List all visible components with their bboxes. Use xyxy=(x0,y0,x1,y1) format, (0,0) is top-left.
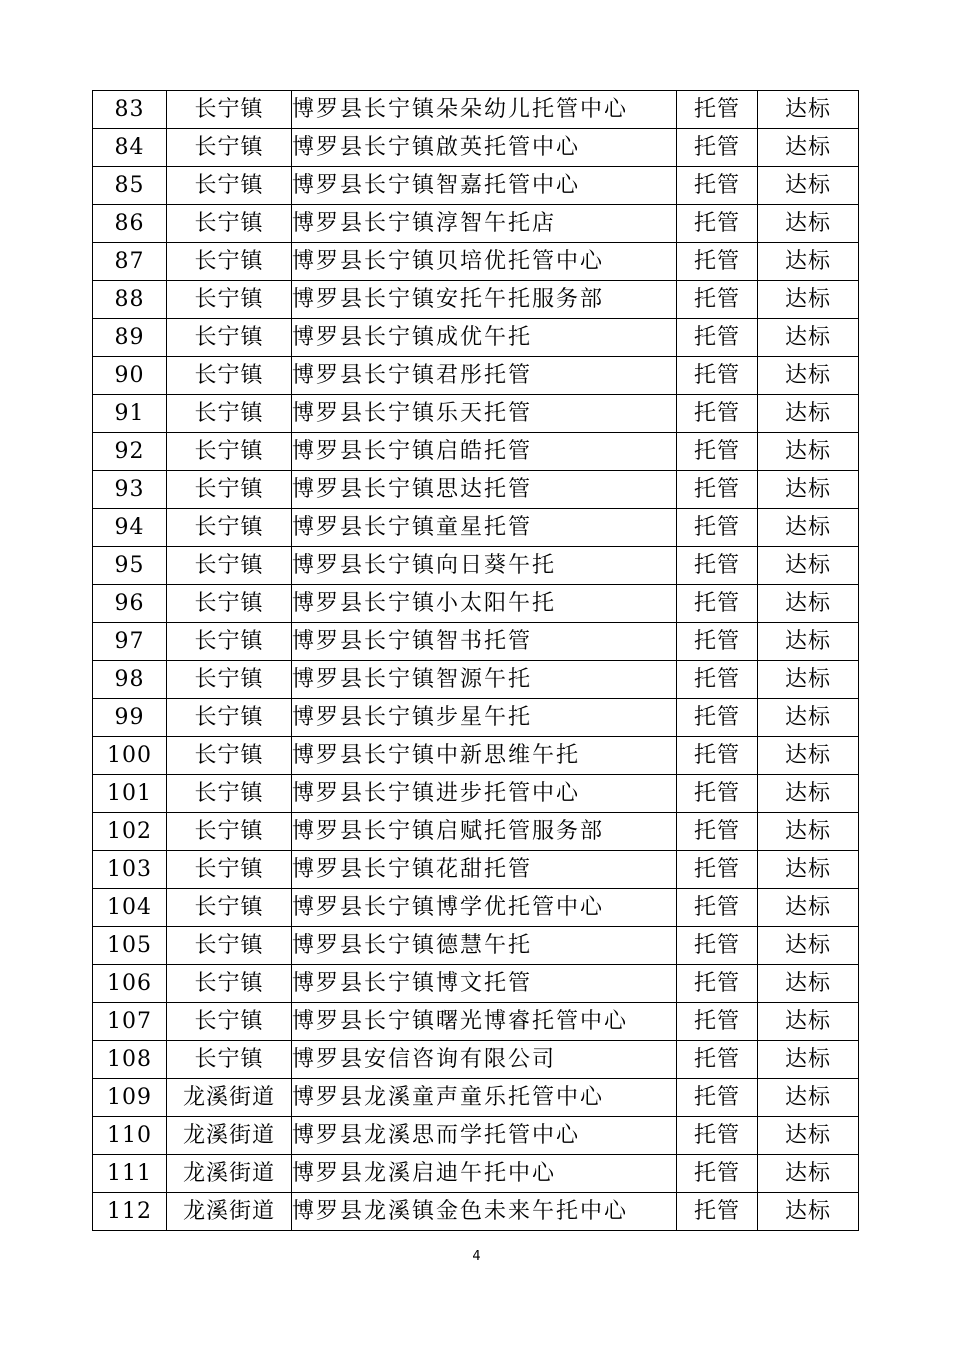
institution-name-cell: 博罗县长宁镇小太阳午托 xyxy=(292,585,677,623)
town-cell: 长宁镇 xyxy=(167,357,292,395)
row-number: 105 xyxy=(93,927,167,965)
type-cell: 托管 xyxy=(677,319,758,357)
table-row xyxy=(93,737,859,775)
status-cell: 达标 xyxy=(758,1117,859,1155)
type-cell: 托管 xyxy=(677,1079,758,1117)
table-row xyxy=(93,1079,859,1117)
type-cell: 托管 xyxy=(677,395,758,433)
institution-name-cell: 博罗县长宁镇博学优托管中心 xyxy=(292,889,677,927)
institution-name-cell: 博罗县长宁镇安托午托服务部 xyxy=(292,281,677,319)
status-cell: 达标 xyxy=(758,205,859,243)
town-cell: 长宁镇 xyxy=(167,623,292,661)
institution-name-cell: 博罗县长宁镇智嘉托管中心 xyxy=(292,167,677,205)
status-cell: 达标 xyxy=(758,737,859,775)
status-cell: 达标 xyxy=(758,129,859,167)
status-cell: 达标 xyxy=(758,1079,859,1117)
table-row xyxy=(93,319,859,357)
type-cell: 托管 xyxy=(677,205,758,243)
status-cell: 达标 xyxy=(758,851,859,889)
institution-name-cell: 博罗县长宁镇智源午托 xyxy=(292,661,677,699)
type-cell: 托管 xyxy=(677,243,758,281)
type-cell: 托管 xyxy=(677,585,758,623)
institution-name-cell: 博罗县龙溪启迪午托中心 xyxy=(292,1155,677,1193)
table-row xyxy=(93,585,859,623)
institution-name-cell: 博罗县长宁镇童星托管 xyxy=(292,509,677,547)
status-cell: 达标 xyxy=(758,471,859,509)
status-cell: 达标 xyxy=(758,1155,859,1193)
type-cell: 托管 xyxy=(677,91,758,129)
table-row xyxy=(93,775,859,813)
table-row xyxy=(93,129,859,167)
institution-name-cell: 博罗县长宁镇步星午托 xyxy=(292,699,677,737)
status-cell: 达标 xyxy=(758,243,859,281)
table-row xyxy=(93,1041,859,1079)
row-number: 96 xyxy=(93,585,167,623)
town-cell: 长宁镇 xyxy=(167,889,292,927)
table-row xyxy=(93,623,859,661)
type-cell: 托管 xyxy=(677,509,758,547)
row-number: 112 xyxy=(93,1193,167,1231)
table-row xyxy=(93,965,859,1003)
table-row xyxy=(93,1003,859,1041)
institution-name-cell: 博罗县长宁镇德慧午托 xyxy=(292,927,677,965)
status-cell: 达标 xyxy=(758,585,859,623)
page-number: 4 xyxy=(472,1249,481,1264)
town-cell: 长宁镇 xyxy=(167,205,292,243)
row-number: 93 xyxy=(93,471,167,509)
row-number: 87 xyxy=(93,243,167,281)
row-number: 104 xyxy=(93,889,167,927)
institution-name-cell: 博罗县长宁镇博文托管 xyxy=(292,965,677,1003)
status-cell: 达标 xyxy=(758,395,859,433)
row-number: 90 xyxy=(93,357,167,395)
table-row xyxy=(93,889,859,927)
town-cell: 长宁镇 xyxy=(167,1041,292,1079)
row-number: 97 xyxy=(93,623,167,661)
table-row xyxy=(93,395,859,433)
status-cell: 达标 xyxy=(758,281,859,319)
town-cell: 长宁镇 xyxy=(167,661,292,699)
town-cell: 长宁镇 xyxy=(167,281,292,319)
row-number: 98 xyxy=(93,661,167,699)
table-row xyxy=(93,205,859,243)
table-row xyxy=(93,1193,859,1231)
institution-name-cell: 博罗县长宁镇向日葵午托 xyxy=(292,547,677,585)
row-number: 85 xyxy=(93,167,167,205)
status-cell: 达标 xyxy=(758,433,859,471)
type-cell: 托管 xyxy=(677,623,758,661)
type-cell: 托管 xyxy=(677,129,758,167)
institution-name-cell: 博罗县龙溪镇金色未来午托中心 xyxy=(292,1193,677,1231)
town-cell: 长宁镇 xyxy=(167,775,292,813)
town-cell: 长宁镇 xyxy=(167,927,292,965)
table-row xyxy=(93,1155,859,1193)
type-cell: 托管 xyxy=(677,433,758,471)
status-cell: 达标 xyxy=(758,813,859,851)
institution-name-cell: 博罗县长宁镇君彤托管 xyxy=(292,357,677,395)
type-cell: 托管 xyxy=(677,737,758,775)
institution-name-cell: 博罗县长宁镇中新思维午托 xyxy=(292,737,677,775)
table-row xyxy=(93,281,859,319)
table-row xyxy=(93,167,859,205)
town-cell: 长宁镇 xyxy=(167,509,292,547)
town-cell: 长宁镇 xyxy=(167,91,292,129)
town-cell: 长宁镇 xyxy=(167,129,292,167)
row-number: 106 xyxy=(93,965,167,1003)
table-row xyxy=(93,433,859,471)
type-cell: 托管 xyxy=(677,927,758,965)
row-number: 102 xyxy=(93,813,167,851)
status-cell: 达标 xyxy=(758,357,859,395)
town-cell: 长宁镇 xyxy=(167,319,292,357)
institution-name-cell: 博罗县长宁镇花甜托管 xyxy=(292,851,677,889)
row-number: 100 xyxy=(93,737,167,775)
institution-name-cell: 博罗县长宁镇朵朵幼儿托管中心 xyxy=(292,91,677,129)
status-cell: 达标 xyxy=(758,547,859,585)
table-row xyxy=(93,91,859,129)
type-cell: 托管 xyxy=(677,1193,758,1231)
town-cell: 龙溪街道 xyxy=(167,1193,292,1231)
status-cell: 达标 xyxy=(758,1193,859,1231)
status-cell: 达标 xyxy=(758,623,859,661)
type-cell: 托管 xyxy=(677,547,758,585)
institution-name-cell: 博罗县长宁镇贝培优托管中心 xyxy=(292,243,677,281)
row-number: 91 xyxy=(93,395,167,433)
type-cell: 托管 xyxy=(677,1003,758,1041)
type-cell: 托管 xyxy=(677,775,758,813)
town-cell: 长宁镇 xyxy=(167,395,292,433)
type-cell: 托管 xyxy=(677,1041,758,1079)
row-number: 101 xyxy=(93,775,167,813)
status-cell: 达标 xyxy=(758,965,859,1003)
type-cell: 托管 xyxy=(677,661,758,699)
type-cell: 托管 xyxy=(677,813,758,851)
status-cell: 达标 xyxy=(758,661,859,699)
town-cell: 长宁镇 xyxy=(167,1003,292,1041)
row-number: 86 xyxy=(93,205,167,243)
institution-name-cell: 博罗县龙溪思而学托管中心 xyxy=(292,1117,677,1155)
institution-name-cell: 博罗县长宁镇思达托管 xyxy=(292,471,677,509)
status-cell: 达标 xyxy=(758,91,859,129)
institution-name-cell: 博罗县长宁镇智书托管 xyxy=(292,623,677,661)
status-cell: 达标 xyxy=(758,775,859,813)
table-row xyxy=(93,661,859,699)
institution-name-cell: 博罗县长宁镇淳智午托店 xyxy=(292,205,677,243)
status-cell: 达标 xyxy=(758,167,859,205)
status-cell: 达标 xyxy=(758,699,859,737)
table-row xyxy=(93,547,859,585)
status-cell: 达标 xyxy=(758,927,859,965)
institution-name-cell: 博罗县长宁镇启皓托管 xyxy=(292,433,677,471)
institution-name-cell: 博罗县龙溪童声童乐托管中心 xyxy=(292,1079,677,1117)
row-number: 84 xyxy=(93,129,167,167)
childcare-list-table xyxy=(92,90,859,1231)
row-number: 111 xyxy=(93,1155,167,1193)
institution-name-cell: 博罗县长宁镇啟英托管中心 xyxy=(292,129,677,167)
town-cell: 长宁镇 xyxy=(167,547,292,585)
status-cell: 达标 xyxy=(758,319,859,357)
type-cell: 托管 xyxy=(677,1117,758,1155)
row-number: 109 xyxy=(93,1079,167,1117)
row-number: 83 xyxy=(93,91,167,129)
type-cell: 托管 xyxy=(677,699,758,737)
row-number: 107 xyxy=(93,1003,167,1041)
town-cell: 长宁镇 xyxy=(167,243,292,281)
type-cell: 托管 xyxy=(677,889,758,927)
table-row xyxy=(93,471,859,509)
table-row xyxy=(93,927,859,965)
institution-name-cell: 博罗县长宁镇曙光博睿托管中心 xyxy=(292,1003,677,1041)
town-cell: 龙溪街道 xyxy=(167,1117,292,1155)
row-number: 89 xyxy=(93,319,167,357)
town-cell: 长宁镇 xyxy=(167,737,292,775)
type-cell: 托管 xyxy=(677,471,758,509)
institution-name-cell: 博罗县安信咨询有限公司 xyxy=(292,1041,677,1079)
type-cell: 托管 xyxy=(677,281,758,319)
status-cell: 达标 xyxy=(758,509,859,547)
row-number: 92 xyxy=(93,433,167,471)
table-row xyxy=(93,357,859,395)
table-body xyxy=(93,91,859,1231)
status-cell: 达标 xyxy=(758,1041,859,1079)
town-cell: 长宁镇 xyxy=(167,167,292,205)
town-cell: 长宁镇 xyxy=(167,471,292,509)
row-number: 99 xyxy=(93,699,167,737)
row-number: 108 xyxy=(93,1041,167,1079)
institution-name-cell: 博罗县长宁镇乐天托管 xyxy=(292,395,677,433)
table-row xyxy=(93,851,859,889)
town-cell: 长宁镇 xyxy=(167,699,292,737)
institution-name-cell: 博罗县长宁镇进步托管中心 xyxy=(292,775,677,813)
town-cell: 龙溪街道 xyxy=(167,1155,292,1193)
type-cell: 托管 xyxy=(677,357,758,395)
table-row xyxy=(93,1117,859,1155)
table-row xyxy=(93,509,859,547)
town-cell: 长宁镇 xyxy=(167,433,292,471)
type-cell: 托管 xyxy=(677,167,758,205)
type-cell: 托管 xyxy=(677,965,758,1003)
status-cell: 达标 xyxy=(758,889,859,927)
row-number: 110 xyxy=(93,1117,167,1155)
type-cell: 托管 xyxy=(677,851,758,889)
table-row xyxy=(93,243,859,281)
institution-name-cell: 博罗县长宁镇启赋托管服务部 xyxy=(292,813,677,851)
institution-name-cell: 博罗县长宁镇成优午托 xyxy=(292,319,677,357)
town-cell: 长宁镇 xyxy=(167,851,292,889)
town-cell: 长宁镇 xyxy=(167,585,292,623)
table-row xyxy=(93,813,859,851)
town-cell: 长宁镇 xyxy=(167,813,292,851)
town-cell: 长宁镇 xyxy=(167,965,292,1003)
row-number: 95 xyxy=(93,547,167,585)
town-cell: 龙溪街道 xyxy=(167,1079,292,1117)
status-cell: 达标 xyxy=(758,1003,859,1041)
row-number: 94 xyxy=(93,509,167,547)
row-number: 88 xyxy=(93,281,167,319)
type-cell: 托管 xyxy=(677,1155,758,1193)
row-number: 103 xyxy=(93,851,167,889)
table-row xyxy=(93,699,859,737)
